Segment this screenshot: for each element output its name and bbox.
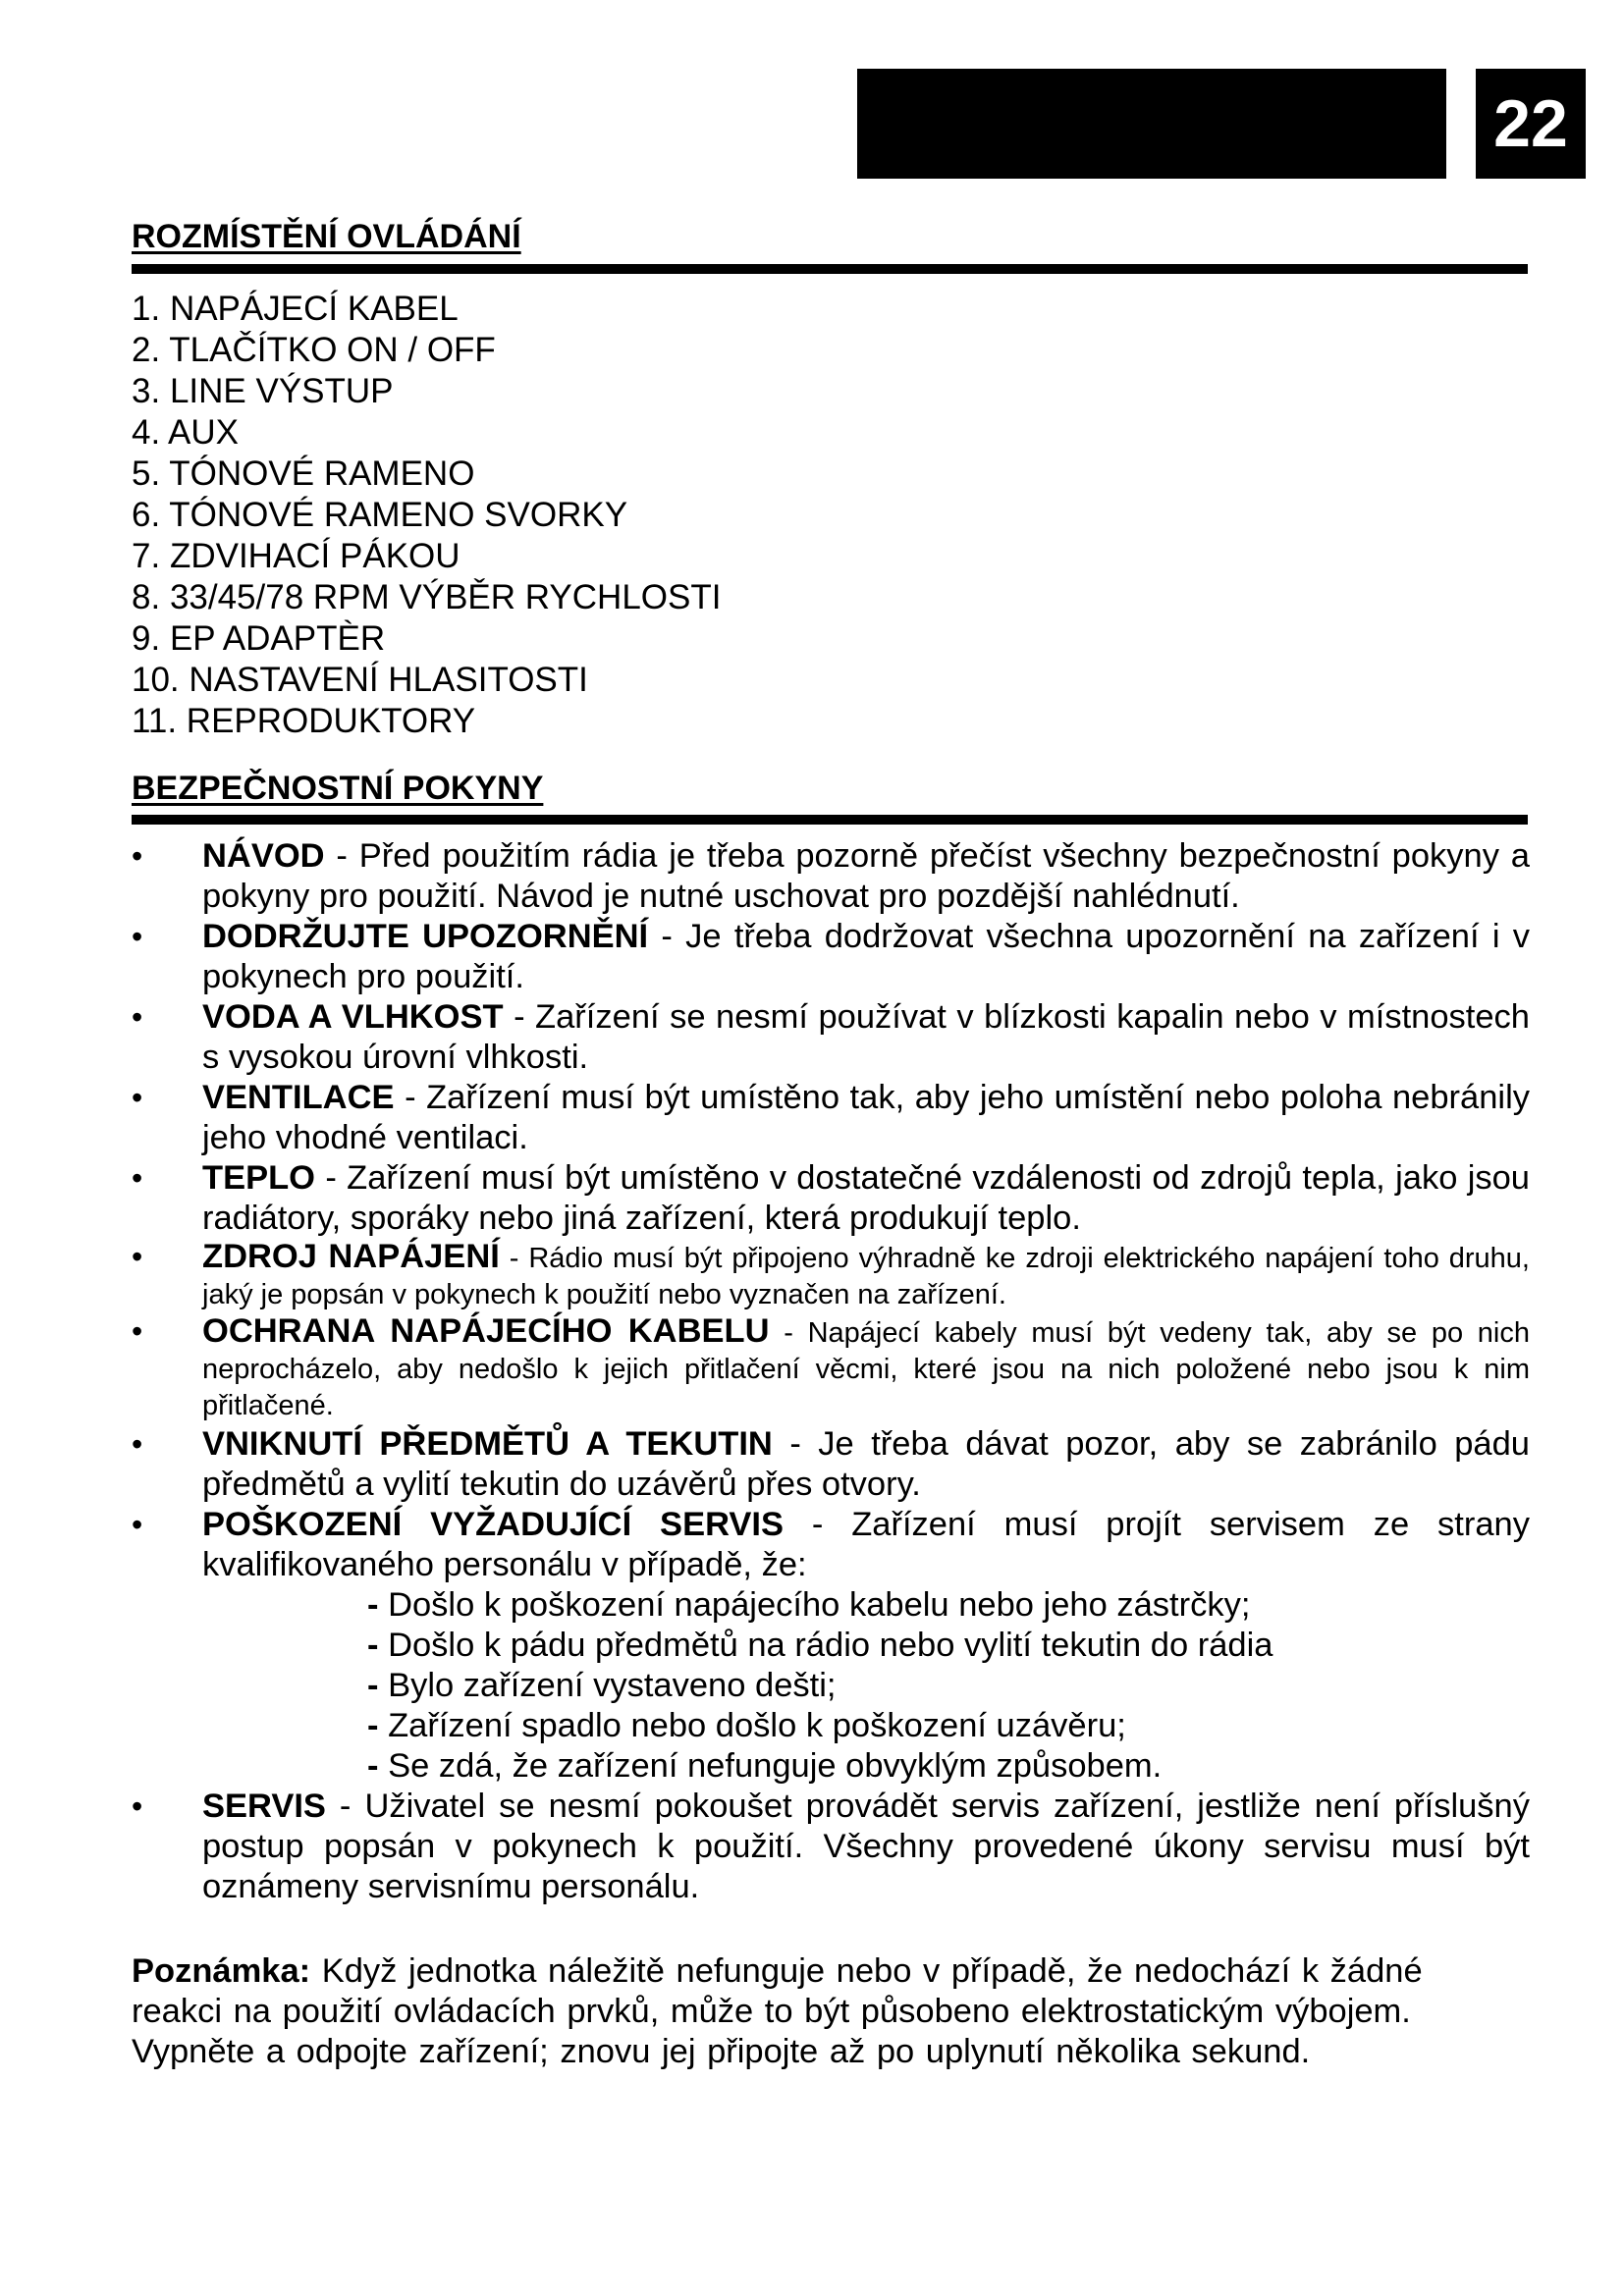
list-item: 10. NASTAVENÍ HLASITOSTI — [132, 661, 588, 699]
safety-item: • VODA A VLHKOST - Zařízení se nesmí používat v blízkosti kapalin nebo v místnostech s vysokou úrovní vlhkosti. — [132, 997, 1530, 1078]
list-item: 9. EP ADAPTÈR — [132, 619, 386, 658]
list-item: 5. TÓNOVÉ RAMENO — [132, 454, 475, 493]
safety-list — [132, 836, 1530, 1907]
note-text: Když jednotka náležitě nefunguje nebo v případě, že nedochází k žádné reakci na použití ovládacích prvků, může to být působeno elektrostatickým výbojem. Vypněte a odpojte zařízení; znovu jej připojte až po uplynutí několika sekund. — [132, 1952, 1423, 2070]
safety-item: • OCHRANA NAPÁJECÍHO KABELU - Napájecí kabely musí být vedeny tak, aby se po nich neprocházelo, aby nedošlo k jejich přitlačení věcmi, které jsou na nich položené nebo jsou k nim přitlačené. — [132, 1313, 1530, 1424]
safety-item: • SERVIS - Uživatel se nesmí pokoušet provádět servis zařízení, jestliže není příslušný postup popsán v pokynech k použití. Všechny provedené úkony servisu musí být oznámeny servisnímu personálu. — [132, 1787, 1530, 1907]
list-item: - Bylo zařízení vystaveno dešti; — [367, 1667, 837, 1704]
safety-item: • DODRŽUJTE UPOZORNĚNÍ - Je třeba dodržovat všechna upozornění na zařízení i v pokynech pro použití. — [132, 917, 1530, 997]
list-item: - Došlo k poškození napájecího kabelu nebo jeho zástrčky; — [367, 1586, 1251, 1624]
list-item: 2. TLAČÍTKO ON / OFF — [132, 331, 496, 369]
controls-section-title: ROZMÍSTĚNÍ OVLÁDÁNÍ — [132, 218, 521, 255]
list-item: - Zařízení spadlo nebo došlo k poškození uzávěru; — [367, 1707, 1126, 1744]
note-label: Poznámka: — [132, 1952, 311, 1990]
controls-divider — [132, 264, 1528, 274]
safety-item: • ZDROJ NAPÁJENÍ - Rádio musí být připojeno výhradně ke zdroji elektrického napájení toho druhu, jaký je popsán v pokynech k použití nebo vyznačen na zařízení. — [132, 1239, 1530, 1313]
list-item: - Došlo k pádu předmětů na rádio nebo vylití tekutin do rádia — [367, 1627, 1273, 1664]
list-item: - Se zdá, že zařízení nefunguje obvyklým způsobem. — [367, 1747, 1163, 1785]
list-item: 6. TÓNOVÉ RAMENO SVORKY — [132, 496, 628, 534]
safety-item: • POŠKOZENÍ VYŽADUJÍCÍ SERVIS - Zařízení musí projít servisem ze strany kvalifikovaného personálu v případě, že: - Došlo k poškození napájecího kabelu nebo jeho zástrčky; - Došlo k pádu předmětů na rádio nebo vylití tekutin do rádia - Bylo zařízení vystaveno dešti; - Zařízení spadlo nebo došlo k poškození uzávěru; - Se zdá, že zařízení nefunguje obvyklým způsobem. — [132, 1505, 1530, 1787]
safety-item: • TEPLO - Zařízení musí být umístěno v dostatečné vzdálenosti od zdrojů tepla, jako jsou radiátory, sporáky nebo jiná zařízení, která produkují teplo. — [132, 1158, 1530, 1239]
note-paragraph — [132, 1951, 1506, 2072]
list-item: 8. 33/45/78 RPM VÝBĚR RYCHLOSTI — [132, 578, 722, 616]
safety-item: • VNIKNUTÍ PŘEDMĚTŮ A TEKUTIN - Je třeba dávat pozor, aby se zabránilo pádu předmětů a vylití tekutin do uzávěrů přes otvory. — [132, 1424, 1530, 1505]
page-number: 22 — [1476, 69, 1586, 179]
service-conditions-list — [202, 1585, 1530, 1787]
controls-list — [132, 289, 721, 742]
list-item: 3. LINE VÝSTUP — [132, 372, 394, 410]
list-item: 4. AUX — [132, 413, 239, 452]
list-item: 1. NAPÁJECÍ KABEL — [132, 290, 459, 328]
safety-item: • NÁVOD - Před použitím rádia je třeba pozorně přečíst všechny bezpečnostní pokyny a pokyny pro použití. Návod je nutné uschovat pro pozdější nahlédnutí. — [132, 836, 1530, 917]
list-item: 11. REPRODUKTORY — [132, 702, 476, 740]
list-item: 7. ZDVIHACÍ PÁKOU — [132, 537, 460, 575]
safety-divider — [132, 815, 1528, 825]
header-black-bar — [857, 69, 1446, 179]
safety-item: • VENTILACE - Zařízení musí být umístěno tak, aby jeho umístění nebo poloha nebránily jeho vhodné ventilaci. — [132, 1078, 1530, 1158]
safety-section-title: BEZPEČNOSTNÍ POKYNY — [132, 770, 544, 807]
